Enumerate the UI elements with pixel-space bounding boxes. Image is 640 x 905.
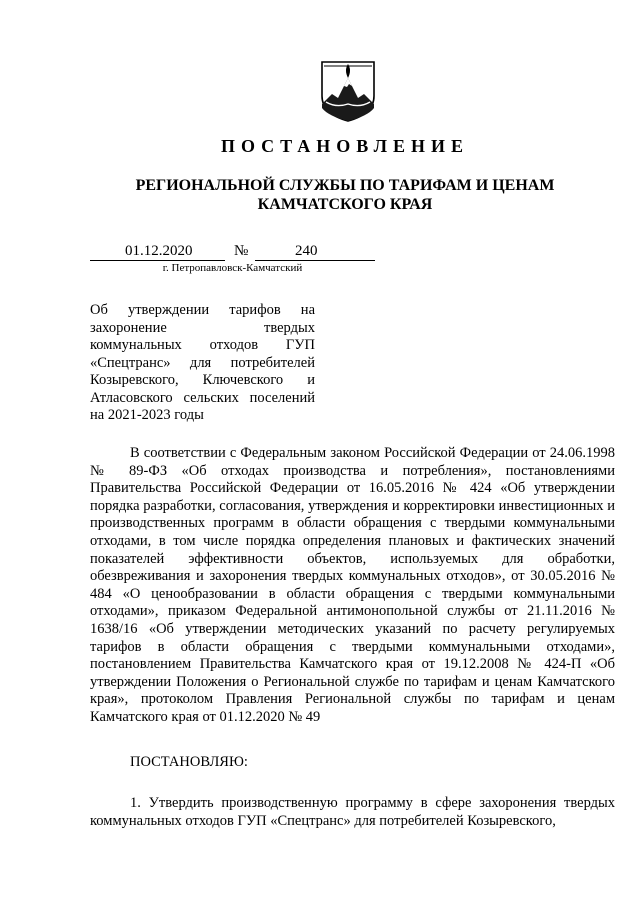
issue-city: г. Петропавловск-Камчатский — [162, 262, 303, 274]
agency-name — [0, 176, 640, 214]
document-date: 01.12.2020 — [125, 243, 193, 259]
clause-1-paragraph: 1. Утвердить производственную программу в сфере захоронения твердых коммунальных отходов ГУП «Спецтранс» для потребителей Козыревского, — [90, 795, 615, 829]
date-underline — [90, 260, 225, 261]
number-sign: № — [234, 243, 249, 259]
date-number-row — [90, 243, 375, 263]
kamchatka-coat-of-arms-icon — [318, 60, 378, 122]
document-subject: Об утверждении тарифов на захоронение твердых коммунальных отходов ГУП «Спецтранс» для потребителей Козыревского, Ключевского и Атласовского сельских поселений на 2021-2023 годы — [90, 302, 315, 423]
document-number: 240 — [295, 243, 318, 259]
preamble-paragraph: В соответствии с Федеральным законом Российской Федерации от 24.06.1998 № 89-ФЗ «Об отходах производства и потребления», постановлениями Правительства Российской Федерации от 16.05.2016 № 424 «Об утверждении порядка разработки, согласования, утверждения и корректировки инвестиционных и производственных программ в области обращения с твердыми коммунальными отходами, в том числе порядка определения плановых и фактических значений показателей эффективности объектов, используемых для обработки, обезвреживания и захоронения твердых коммунальных отходов», от 30.05.2016 № 484 «О ценообразовании в области обращения с твердыми коммунальными отходами», приказом Федеральной антимонопольной службы от 21.11.2016 № 1638/16 «Об утверждении методических указаний по расчету регулируемых тарифов в области обращения с твердыми коммунальными отходами», постановлением Правительства Камчатского края от 19.12.2008 № 424-П «Об утверждении Положения о Региональной службе по тарифам и ценам Камчатского края», протоколом Правления Региональной службы по тарифам и ценам Камчатского края от 01.12.2020 № 49 — [90, 445, 615, 725]
agency-name-line-2: КАМЧАТСКОГО КРАЯ — [257, 196, 433, 213]
agency-name-line-1: РЕГИОНАЛЬНОЙ СЛУЖБЫ ПО ТАРИФАМ И ЦЕНАМ — [135, 177, 555, 194]
number-underline — [255, 260, 375, 261]
resolve-heading: ПОСТАНОВЛЯЮ: — [130, 754, 248, 770]
document-type-title: ПОСТАНОВЛЕНИЕ — [220, 136, 470, 156]
